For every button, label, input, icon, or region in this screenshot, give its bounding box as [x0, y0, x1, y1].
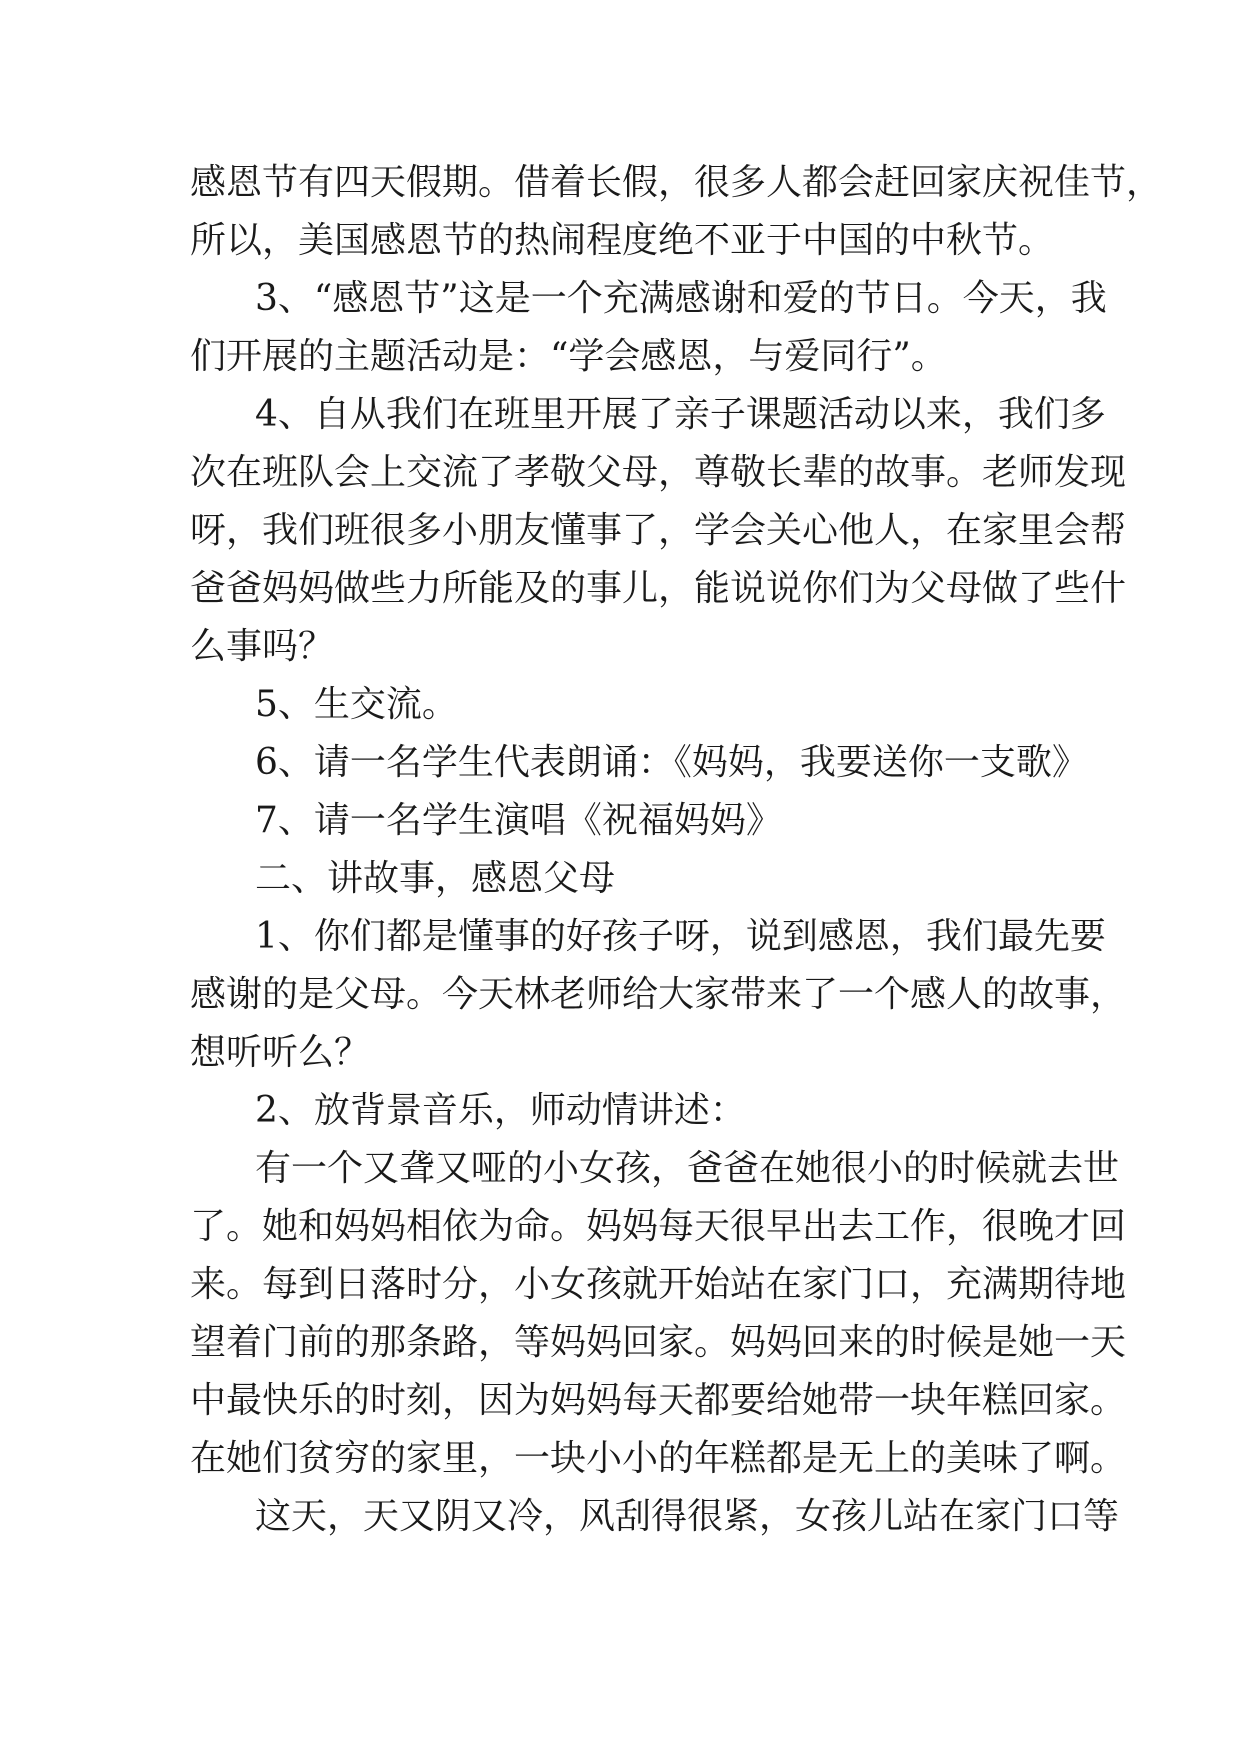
text-line-content: 呀，我们班很多小朋友懂事了，学会关心他人，在家里会帮 [190, 510, 1127, 551]
text-line-content: 在她们贫穷的家里，一块小小的年糕都是无上的美味了啊。 [190, 1438, 1127, 1479]
text-line [0, 444, 1241, 502]
text-line [0, 386, 1241, 444]
text-line [0, 676, 1241, 734]
section-heading-text: 二、讲故事，感恩父母 [255, 858, 616, 899]
text-line-content: 1、你们都是懂事的好孩子呀，说到感恩，我们最先要 [255, 916, 1106, 957]
text-line [0, 1082, 1241, 1140]
text-line-content: 3、“感恩节”这是一个充满感谢和爱的节日。今天，我 [255, 278, 1107, 319]
text-line-content: 了。她和妈妈相依为命。妈妈每天很早出去工作，很晚才回 [190, 1206, 1127, 1247]
text-line [0, 966, 1241, 1024]
text-line [0, 618, 1241, 676]
text-line [0, 908, 1241, 966]
text-line-content: 有一个又聋又哑的小女孩，爸爸在她很小的时候就去世 [255, 1148, 1120, 1189]
text-line [0, 792, 1241, 850]
text-line-content: 望着门前的那条路，等妈妈回家。妈妈回来的时候是她一天 [190, 1322, 1127, 1363]
text-line [0, 1314, 1241, 1372]
text-line [0, 212, 1241, 270]
text-line-content: 们开展的主题活动是：“学会感恩，与爱同行”。 [190, 336, 947, 377]
text-line-content: 4、自从我们在班里开展了亲子课题活动以来，我们多 [255, 394, 1106, 435]
text-line-content: 中最快乐的时刻，因为妈妈每天都要给她带一块年糕回家。 [190, 1380, 1127, 1421]
text-line [0, 154, 1241, 212]
text-line [0, 560, 1241, 618]
text-line [0, 1372, 1241, 1430]
text-line-content: 来。每到日落时分，小女孩就开始站在家门口，充满期待地 [190, 1264, 1127, 1305]
text-line [0, 1256, 1241, 1314]
text-line [0, 502, 1241, 560]
text-line-content: 7、请一名学生演唱《祝福妈妈》 [255, 800, 782, 841]
text-line-content: 6、请一名学生代表朗诵：《妈妈，我要送你一支歌》 [255, 742, 1088, 783]
text-line-content: 爸爸妈妈做些力所能及的事儿，能说说你们为父母做了些什 [190, 568, 1127, 609]
text-line [0, 734, 1241, 792]
text-line-content: 么事吗？ [190, 626, 335, 667]
text-line [0, 1488, 1241, 1546]
text-line [0, 1430, 1241, 1488]
text-line-content: 所以，美国感恩节的热闹程度绝不亚于中国的中秋节。 [190, 220, 1055, 261]
text-line [0, 328, 1241, 386]
text-line [0, 1140, 1241, 1198]
text-line [0, 1198, 1241, 1256]
text-line-content: 想听听么？ [190, 1032, 371, 1073]
text-line-content: 2、放背景音乐，师动情讲述： [255, 1090, 746, 1131]
text-line-content: 感谢的是父母。今天林老师给大家带来了一个感人的故事， [190, 974, 1127, 1015]
text-line-content: 感恩节有四天假期。借着长假，很多人都会赶回家庆祝佳节， [190, 162, 1163, 203]
text-line-content: 5、生交流。 [255, 684, 458, 725]
text-line [0, 270, 1241, 328]
text-line [0, 1024, 1241, 1082]
text-line-content: 这天，天又阴又冷，风刮得很紧，女孩儿站在家门口等 [255, 1496, 1120, 1537]
text-line-content: 次在班队会上交流了孝敬父母，尊敬长辈的故事。老师发现 [190, 452, 1127, 493]
section-heading [0, 850, 1241, 908]
